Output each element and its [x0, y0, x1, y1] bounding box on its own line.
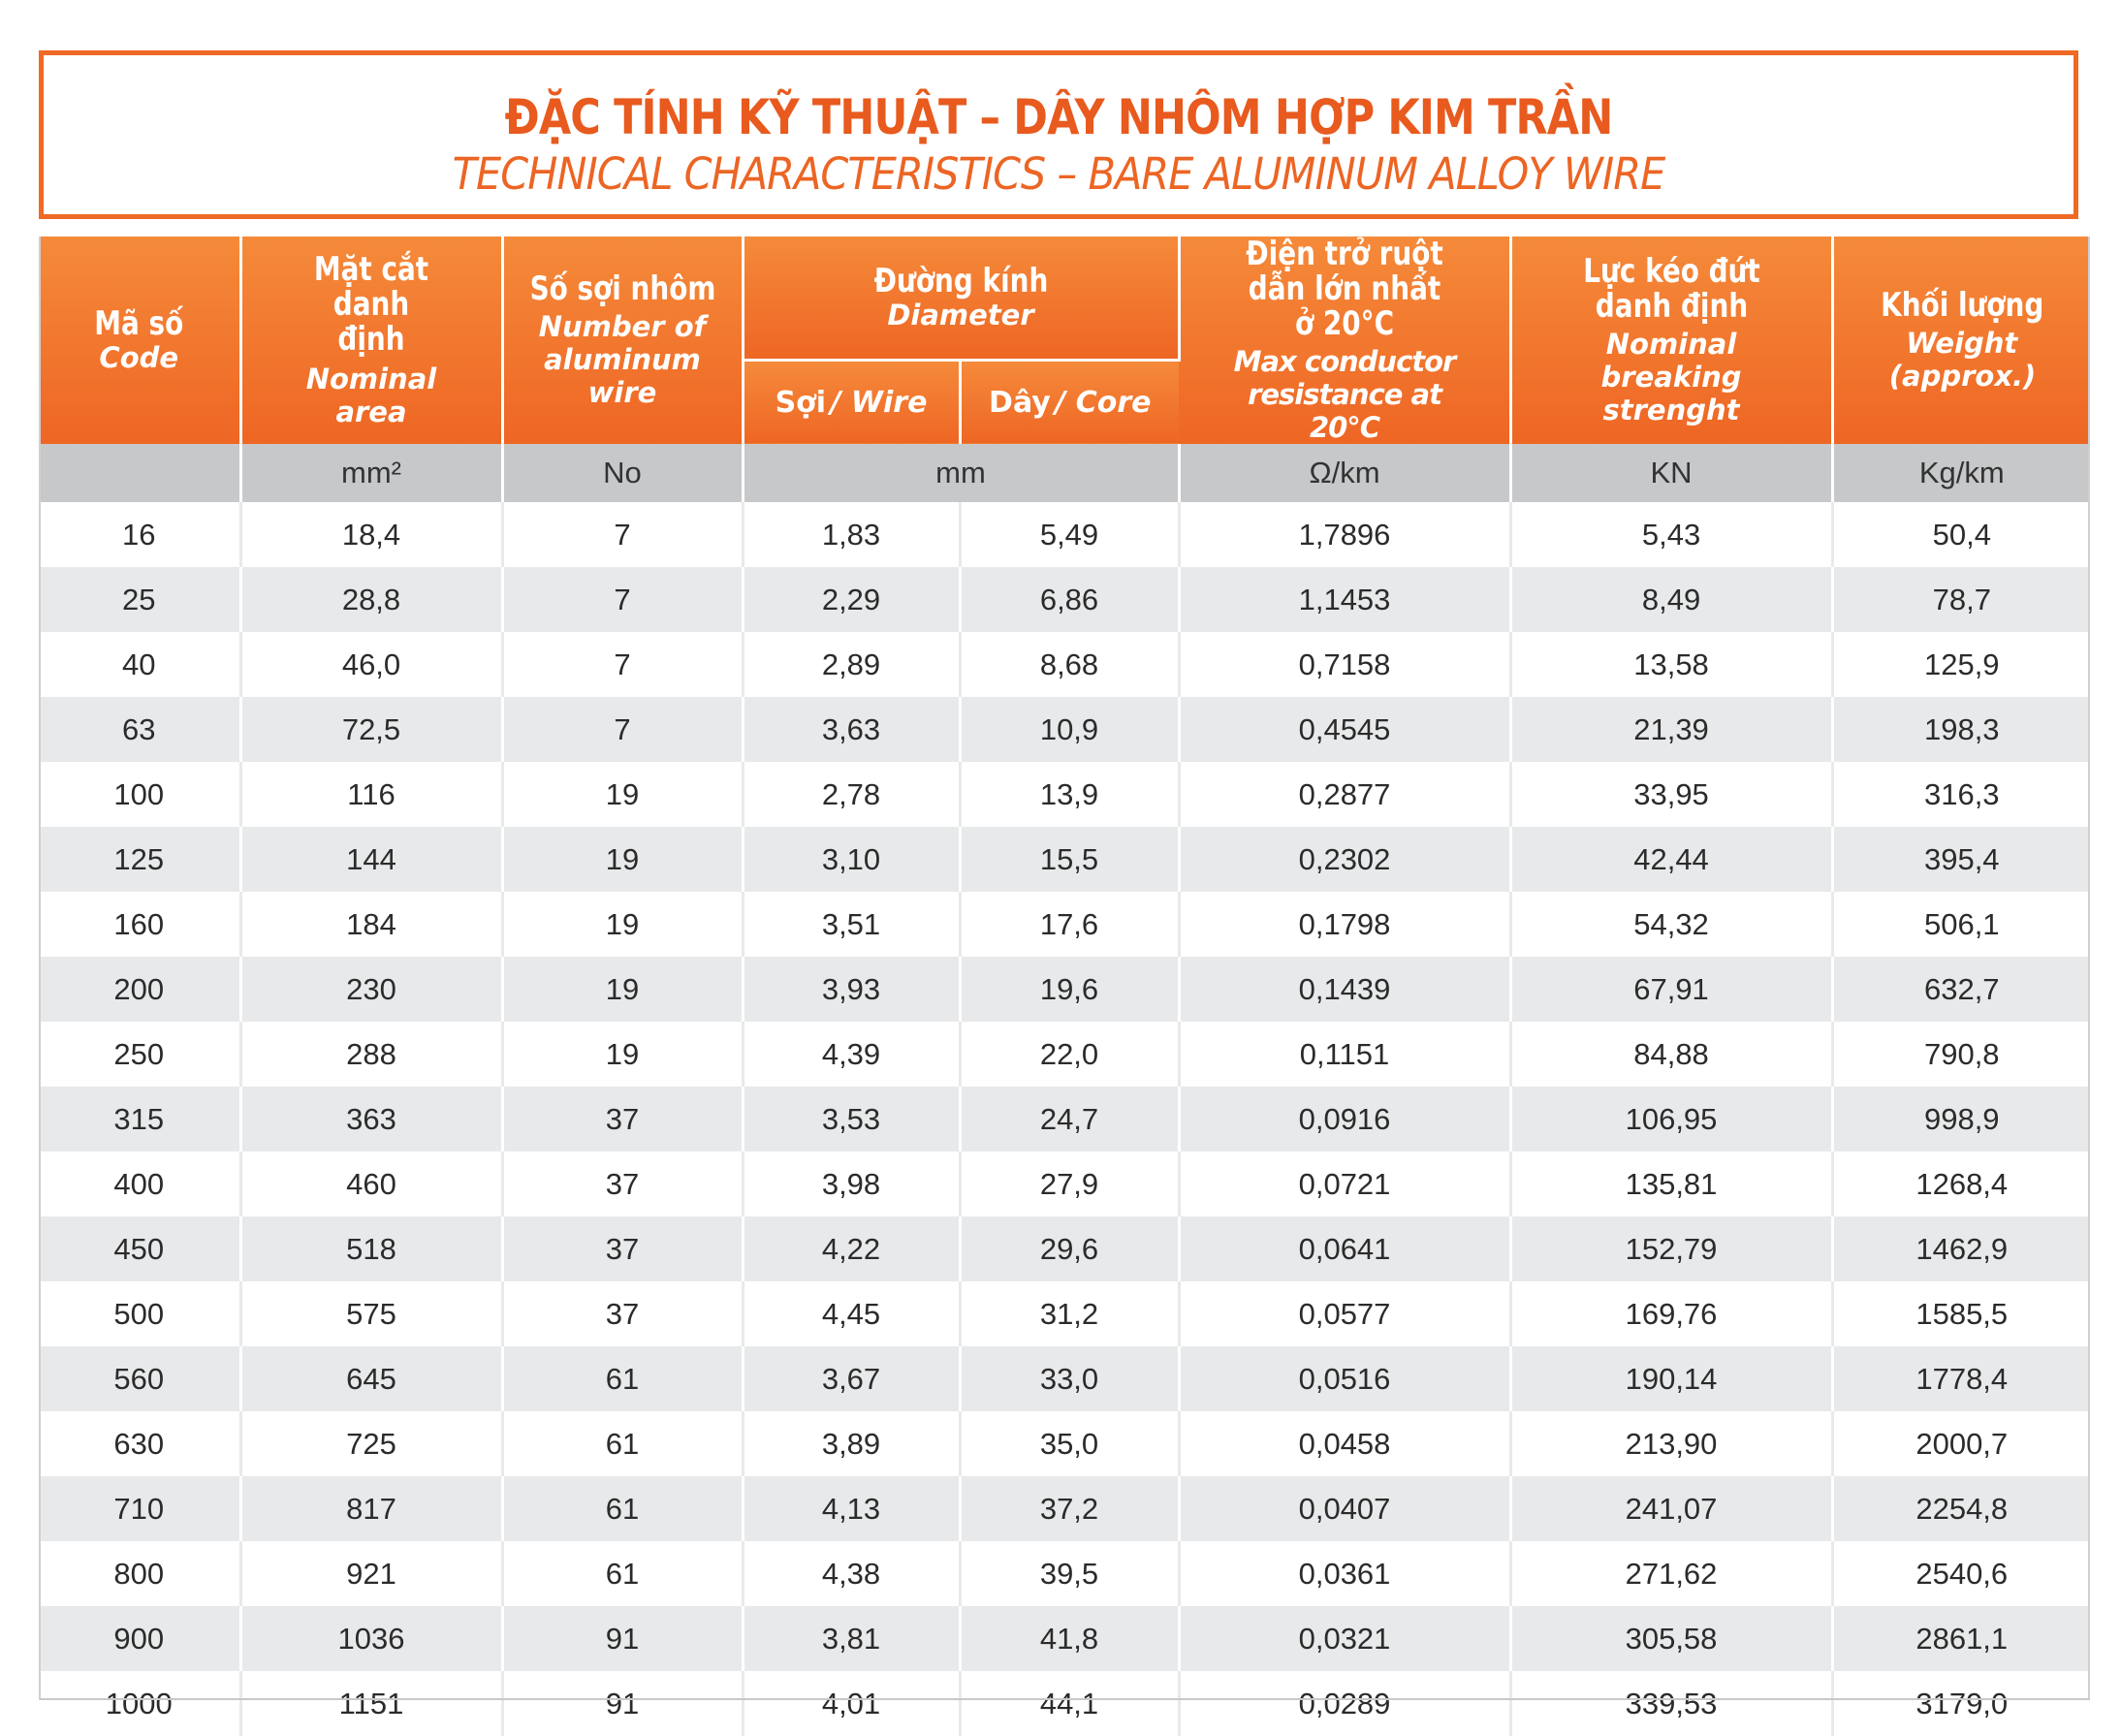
cell-breaking: 106,95: [1510, 1087, 1832, 1152]
cell-weight: 998,9: [1832, 1087, 2090, 1152]
cell-breaking: 213,90: [1510, 1411, 1832, 1476]
table-row: [39, 1087, 2090, 1152]
header-breaking-vi: Lực kéo đứt danh định: [1582, 252, 1760, 326]
cell-wire-diameter: 3,10: [743, 827, 960, 892]
cell-weight: 2254,8: [1832, 1476, 2090, 1541]
cell-wire-diameter: 3,51: [743, 892, 960, 957]
cell-wires: 37: [502, 1087, 743, 1152]
cell-wires: 61: [502, 1346, 743, 1411]
cell-weight: 2861,1: [1832, 1606, 2090, 1671]
cell-wires: 91: [502, 1671, 743, 1736]
cell-code: 100: [39, 762, 240, 827]
cell-weight: 790,8: [1832, 1022, 2090, 1087]
cell-core-diameter: 10,9: [960, 697, 1179, 762]
cell-area: 1036: [240, 1606, 502, 1671]
cell-code: 1000: [39, 1671, 240, 1736]
header-resistance-en: Max conductor resistance at 20°C: [1233, 345, 1456, 444]
table-row: [39, 1541, 2090, 1606]
cell-breaking: 42,44: [1510, 827, 1832, 892]
cell-code: 315: [39, 1087, 240, 1152]
header-row: [39, 237, 2090, 360]
cell-breaking: 13,58: [1510, 632, 1832, 697]
table-row: [39, 1281, 2090, 1346]
header-wires: [502, 237, 743, 444]
cell-area: 645: [240, 1346, 502, 1411]
cell-code: 450: [39, 1216, 240, 1281]
cell-resistance: 0,0721: [1179, 1152, 1510, 1216]
cell-core-diameter: 15,5: [960, 827, 1179, 892]
cell-weight: 1268,4: [1832, 1152, 2090, 1216]
cell-weight: 316,3: [1832, 762, 2090, 827]
cell-resistance: 0,0289: [1179, 1671, 1510, 1736]
cell-wire-diameter: 4,22: [743, 1216, 960, 1281]
cell-code: 25: [39, 567, 240, 632]
header-weight-en: Weight (approx.): [1888, 327, 2037, 393]
cell-wire-diameter: 3,67: [743, 1346, 960, 1411]
cell-core-diameter: 22,0: [960, 1022, 1179, 1087]
cell-resistance: 0,0516: [1179, 1346, 1510, 1411]
cell-core-diameter: 17,6: [960, 892, 1179, 957]
cell-core-diameter: 29,6: [960, 1216, 1179, 1281]
cell-wire-diameter: 4,39: [743, 1022, 960, 1087]
cell-resistance: 0,0577: [1179, 1281, 1510, 1346]
cell-breaking: 21,39: [1510, 697, 1832, 762]
cell-core-diameter: 39,5: [960, 1541, 1179, 1606]
cell-resistance: 1,1453: [1179, 567, 1510, 632]
cell-area: 230: [240, 957, 502, 1022]
cell-breaking: 190,14: [1510, 1346, 1832, 1411]
header-code-vi: Mã số: [94, 304, 184, 343]
header-code-en: Code: [99, 341, 179, 374]
cell-weight: 125,9: [1832, 632, 2090, 697]
cell-weight: 198,3: [1832, 697, 2090, 762]
cell-wire-diameter: 3,81: [743, 1606, 960, 1671]
cell-resistance: 0,2302: [1179, 827, 1510, 892]
cell-wires: 7: [502, 567, 743, 632]
cell-code: 400: [39, 1152, 240, 1216]
header-breaking-en: Nominal breaking strenght: [1600, 328, 1742, 426]
cell-weight: 50,4: [1832, 502, 2090, 567]
cell-core-diameter: 6,86: [960, 567, 1179, 632]
table-row: [39, 697, 2090, 762]
cell-code: 500: [39, 1281, 240, 1346]
cell-core-diameter: 13,9: [960, 762, 1179, 827]
cell-weight: 395,4: [1832, 827, 2090, 892]
table-row: [39, 762, 2090, 827]
unit-resistance: Ω/km: [1179, 444, 1510, 502]
cell-breaking: 67,91: [1510, 957, 1832, 1022]
cell-weight: 78,7: [1832, 567, 2090, 632]
cell-breaking: 152,79: [1510, 1216, 1832, 1281]
cell-code: 40: [39, 632, 240, 697]
header-wire-vi: Sợi: [775, 385, 827, 420]
spec-table: [39, 237, 2090, 1736]
cell-wire-diameter: 2,89: [743, 632, 960, 697]
cell-weight: 2540,6: [1832, 1541, 2090, 1606]
cell-core-diameter: 41,8: [960, 1606, 1179, 1671]
cell-area: 144: [240, 827, 502, 892]
header-wires-en: Number of aluminum wire: [538, 310, 707, 409]
cell-breaking: 5,43: [1510, 502, 1832, 567]
cell-resistance: 0,4545: [1179, 697, 1510, 762]
cell-breaking: 305,58: [1510, 1606, 1832, 1671]
cell-wires: 61: [502, 1541, 743, 1606]
cell-core-diameter: 44,1: [960, 1671, 1179, 1736]
cell-code: 800: [39, 1541, 240, 1606]
cell-code: 250: [39, 1022, 240, 1087]
cell-wires: 61: [502, 1476, 743, 1541]
cell-core-diameter: 37,2: [960, 1476, 1179, 1541]
cell-wires: 37: [502, 1216, 743, 1281]
cell-code: 200: [39, 957, 240, 1022]
cell-code: 16: [39, 502, 240, 567]
cell-core-diameter: 27,9: [960, 1152, 1179, 1216]
cell-area: 184: [240, 892, 502, 957]
table-row: [39, 1671, 2090, 1736]
header-diameter-core: Dây / Core: [960, 360, 1179, 444]
cell-core-diameter: 24,7: [960, 1087, 1179, 1152]
cell-weight: 3179,0: [1832, 1671, 2090, 1736]
spec-table-body: [39, 502, 2090, 1736]
header-area: [240, 237, 502, 444]
table-row: [39, 632, 2090, 697]
cell-area: 288: [240, 1022, 502, 1087]
cell-area: 817: [240, 1476, 502, 1541]
unit-diameter: mm: [743, 444, 1179, 502]
cell-area: 921: [240, 1541, 502, 1606]
cell-wires: 37: [502, 1281, 743, 1346]
table-row: [39, 1152, 2090, 1216]
cell-area: 18,4: [240, 502, 502, 567]
cell-area: 46,0: [240, 632, 502, 697]
table-row: [39, 957, 2090, 1022]
cell-wires: 19: [502, 1022, 743, 1087]
cell-wire-diameter: 4,45: [743, 1281, 960, 1346]
header-diameter-en: Diameter: [887, 298, 1034, 331]
cell-resistance: 0,2877: [1179, 762, 1510, 827]
cell-code: 900: [39, 1606, 240, 1671]
cell-wire-diameter: 4,13: [743, 1476, 960, 1541]
cell-breaking: 169,76: [1510, 1281, 1832, 1346]
cell-wires: 37: [502, 1152, 743, 1216]
table-row: [39, 502, 2090, 567]
cell-resistance: 1,7896: [1179, 502, 1510, 567]
header-weight-vi: Khối lượng: [1880, 286, 2043, 325]
cell-area: 518: [240, 1216, 502, 1281]
cell-core-diameter: 8,68: [960, 632, 1179, 697]
cell-wires: 19: [502, 957, 743, 1022]
table-row: [39, 827, 2090, 892]
cell-breaking: 271,62: [1510, 1541, 1832, 1606]
cell-wires: 61: [502, 1411, 743, 1476]
cell-code: 160: [39, 892, 240, 957]
cell-core-diameter: 31,2: [960, 1281, 1179, 1346]
header-wires-vi: Số sợi nhôm: [529, 269, 715, 308]
header-core-en: Core: [1075, 385, 1152, 420]
cell-weight: 2000,7: [1832, 1411, 2090, 1476]
unit-code: [39, 444, 240, 502]
cell-wire-diameter: 3,53: [743, 1087, 960, 1152]
cell-breaking: 33,95: [1510, 762, 1832, 827]
cell-weight: 1778,4: [1832, 1346, 2090, 1411]
cell-wire-diameter: 3,63: [743, 697, 960, 762]
table-row: [39, 1411, 2090, 1476]
cell-resistance: 0,0361: [1179, 1541, 1510, 1606]
title-english: TECHNICAL CHARACTERISTICS – BARE ALUMINUM ALLOY WIRE: [452, 148, 1665, 200]
unit-weight: Kg/km: [1832, 444, 2090, 502]
cell-wires: 19: [502, 827, 743, 892]
title-box: [39, 50, 2078, 219]
cell-wire-diameter: 2,78: [743, 762, 960, 827]
cell-resistance: 0,1151: [1179, 1022, 1510, 1087]
units-row: [39, 444, 2090, 502]
cell-wire-diameter: 2,29: [743, 567, 960, 632]
header-breaking: [1510, 237, 1832, 444]
cell-wires: 19: [502, 892, 743, 957]
header-core-vi: Dây: [989, 385, 1051, 420]
cell-wire-diameter: 3,98: [743, 1152, 960, 1216]
cell-code: 560: [39, 1346, 240, 1411]
cell-area: 28,8: [240, 567, 502, 632]
cell-weight: 632,7: [1832, 957, 2090, 1022]
cell-weight: 1585,5: [1832, 1281, 2090, 1346]
cell-resistance: 0,0916: [1179, 1087, 1510, 1152]
header-area-en: Nominal area: [305, 363, 437, 428]
cell-code: 63: [39, 697, 240, 762]
cell-wire-diameter: 4,38: [743, 1541, 960, 1606]
table-row: [39, 1476, 2090, 1541]
cell-code: 710: [39, 1476, 240, 1541]
table-row: [39, 1606, 2090, 1671]
cell-wires: 19: [502, 762, 743, 827]
cell-area: 460: [240, 1152, 502, 1216]
cell-area: 72,5: [240, 697, 502, 762]
cell-area: 575: [240, 1281, 502, 1346]
header-diameter: [743, 237, 1179, 360]
cell-resistance: 0,7158: [1179, 632, 1510, 697]
cell-resistance: 0,1439: [1179, 957, 1510, 1022]
unit-breaking: KN: [1510, 444, 1832, 502]
table-row: [39, 567, 2090, 632]
cell-core-diameter: 33,0: [960, 1346, 1179, 1411]
cell-wire-diameter: 1,83: [743, 502, 960, 567]
cell-core-diameter: 35,0: [960, 1411, 1179, 1476]
cell-wires: 7: [502, 632, 743, 697]
cell-wire-diameter: 4,01: [743, 1671, 960, 1736]
cell-core-diameter: 5,49: [960, 502, 1179, 567]
header-diameter-wire: Sợi / Wire: [743, 360, 960, 444]
cell-area: 1151: [240, 1671, 502, 1736]
table-row: [39, 1346, 2090, 1411]
cell-breaking: 8,49: [1510, 567, 1832, 632]
cell-weight: 1462,9: [1832, 1216, 2090, 1281]
cell-breaking: 54,32: [1510, 892, 1832, 957]
cell-code: 125: [39, 827, 240, 892]
cell-area: 363: [240, 1087, 502, 1152]
header-weight: [1832, 237, 2090, 444]
title-vietnamese: ĐẶC TÍNH KỸ THUẬT – DÂY NHÔM HỢP KIM TRẦN: [504, 89, 1613, 145]
table-row: [39, 1022, 2090, 1087]
cell-area: 725: [240, 1411, 502, 1476]
cell-weight: 506,1: [1832, 892, 2090, 957]
cell-code: 630: [39, 1411, 240, 1476]
unit-wires: No: [502, 444, 743, 502]
header-wire-en: Wire: [850, 385, 928, 420]
header-resistance-vi: Điện trở ruột dẫn lớn nhất ở 20°C: [1246, 235, 1443, 343]
cell-wire-diameter: 3,89: [743, 1411, 960, 1476]
cell-core-diameter: 19,6: [960, 957, 1179, 1022]
header-diameter-vi: Đường kính: [873, 261, 1048, 300]
cell-breaking: 241,07: [1510, 1476, 1832, 1541]
unit-area: mm²: [240, 444, 502, 502]
cell-wires: 91: [502, 1606, 743, 1671]
cell-breaking: 84,88: [1510, 1022, 1832, 1087]
cell-resistance: 0,0458: [1179, 1411, 1510, 1476]
header-area-vi: Mặt cắt danh định: [313, 250, 429, 359]
cell-breaking: 135,81: [1510, 1152, 1832, 1216]
cell-area: 116: [240, 762, 502, 827]
cell-wire-diameter: 3,93: [743, 957, 960, 1022]
cell-resistance: 0,0321: [1179, 1606, 1510, 1671]
cell-resistance: 0,0407: [1179, 1476, 1510, 1541]
table-row: [39, 892, 2090, 957]
table-row: [39, 1216, 2090, 1281]
cell-wires: 7: [502, 502, 743, 567]
header-code: [39, 237, 240, 444]
cell-breaking: 339,53: [1510, 1671, 1832, 1736]
cell-wires: 7: [502, 697, 743, 762]
cell-resistance: 0,0641: [1179, 1216, 1510, 1281]
cell-resistance: 0,1798: [1179, 892, 1510, 957]
header-resistance: [1179, 237, 1510, 444]
